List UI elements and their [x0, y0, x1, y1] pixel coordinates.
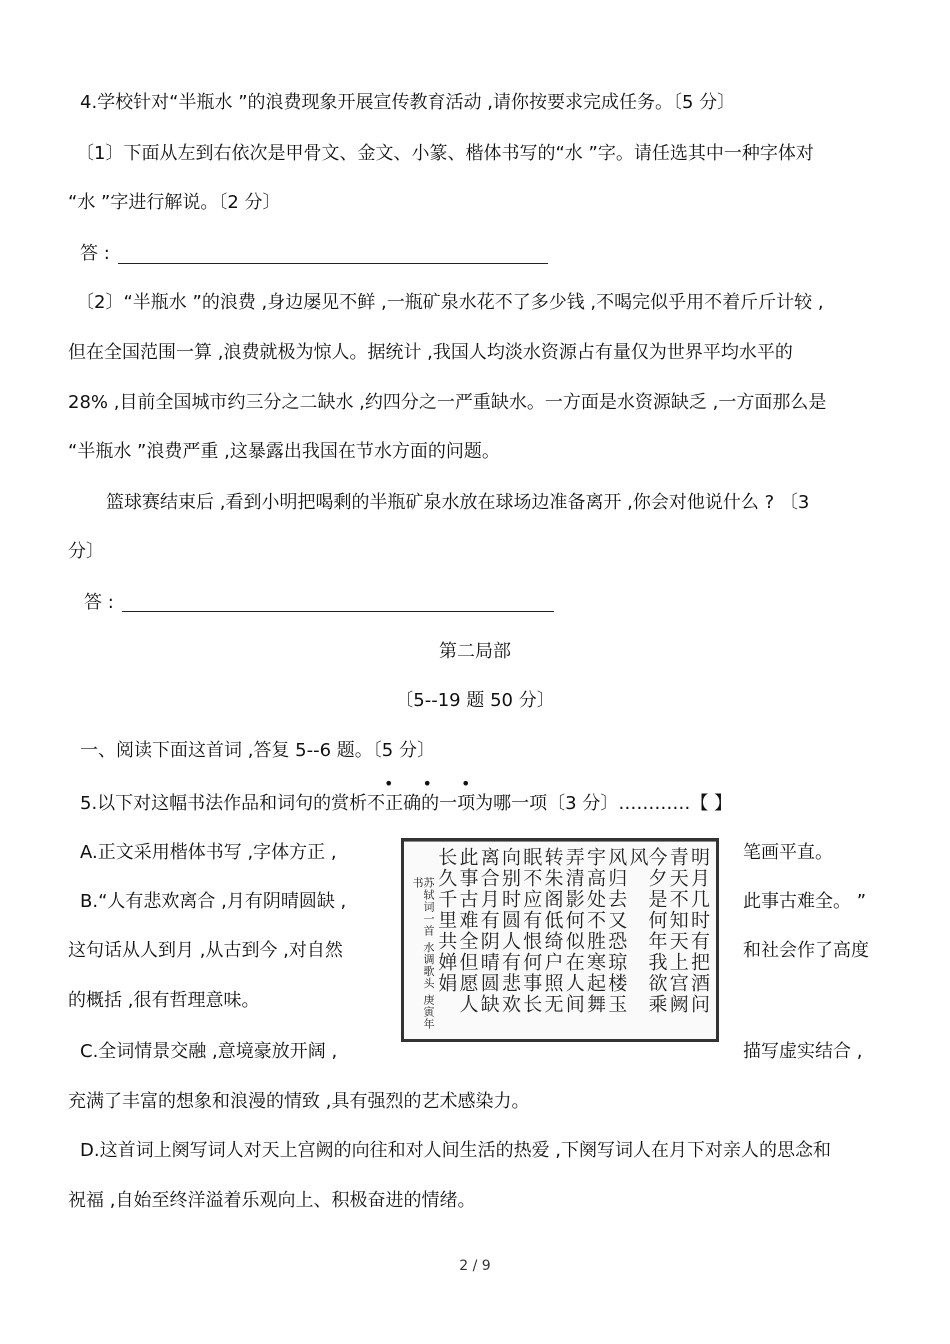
callig-col-2: 青天不知天上宫阙: [666, 847, 689, 1015]
q4-part2-line1: 〔2〕“半瓶水 ”的浪费 ,身边屡见不鲜 ,一瓶矿泉水花不了多少钱 ,不喝完似乎用不着斤斤计较 ,: [76, 292, 824, 313]
callig-col-3: 今夕是何年我欲乘风: [626, 847, 668, 1015]
callig-col-4: 风归去又恐琼楼玉: [605, 847, 628, 1015]
q5-option-a-right: 笔画平直。: [743, 842, 833, 863]
callig-col-1: 明月几时有把酒问: [688, 847, 710, 1015]
q5-option-b-right: 此事古难全。 ”: [743, 891, 867, 912]
answer1-blank[interactable]: [118, 263, 548, 264]
q4-part2-line2: 但在全国范围一算 ,浪费就极为惊人。据统计 ,我国人均淡水资源占有量仅为世界平均水平的: [68, 342, 793, 363]
answer2-label: 答 :: [84, 592, 114, 613]
callig-col-7: 转朱阁低绮户照无: [541, 847, 564, 1015]
callig-col-5: 宇高处不胜寒起舞: [584, 847, 606, 1015]
part2-subtitle: 〔5--19 题 50 分〕: [395, 690, 555, 711]
callig-col-10: 离合月有阴晴圆缺: [477, 847, 500, 1015]
calligraphy-artwork: [401, 838, 719, 1042]
answer2-blank[interactable]: [122, 611, 554, 612]
q5-option-b2-right: 和社会作了高度: [743, 940, 869, 961]
calligraphy-columns: [412, 847, 708, 1031]
q5-option-b2-left: 这句话从人到月 ,从古到今 ,对自然: [68, 940, 343, 961]
q5-option-c2: 充满了丰富的想象和浪漫的情致 ,具有强烈的艺术感染力。: [68, 1091, 530, 1112]
q4-part2-line3: 28% ,目前全国城市约三分之二缺水 ,约四分之一严重缺水。一方面是水资源缺乏 ,一方面那么是: [68, 392, 827, 413]
q5-option-b-left: B.“人有悲欢离合 ,月有阴晴圆缺 ,: [80, 891, 347, 912]
callig-col-9: 向别时圆人有悲欢: [499, 847, 521, 1015]
answer1-label: 答 :: [80, 243, 110, 264]
part2-title: 第二局部: [439, 641, 511, 662]
q5-option-b3: 的概括 ,很有哲理意味。: [68, 990, 260, 1011]
callig-col-8: 眠不应有恨何事长: [520, 847, 543, 1015]
section1-instruction: 一、阅读下面这首词 ,答复 5--6 题。〔5 分〕: [80, 740, 435, 761]
q4-part1-line1: 〔1〕下面从左到右依次是甲骨文、金文、小篆、楷体书写的“水 ”字。请任选其中一种字体对: [76, 143, 814, 164]
q5-option-d2: 祝福 ,自始至终洋溢着乐观向上、积极奋进的情绪。: [68, 1190, 476, 1211]
q5-stem: 5.以下对这幅书法作品和词句的赏析不正确的一项为哪一项〔3 分〕…………【 】: [80, 793, 733, 814]
callig-col-6: 弄清影何似在人间: [562, 847, 585, 1015]
q4-part1-line2: “水 ”字进行解说。〔2 分〕: [68, 192, 281, 213]
emphasis-dots: • • •: [384, 774, 483, 793]
q4-part3-line2: 分〕: [68, 541, 104, 562]
q5-option-c-left: C.全词情景交融 ,意境豪放开阔 ,: [80, 1041, 338, 1062]
page-number: 2 / 9: [459, 1258, 491, 1274]
q4-title: 4.学校针对“半瓶水 ”的浪费现象开展宣传教育活动 ,请你按要求完成任务。〔5 分〕: [80, 92, 736, 113]
q4-part3-line1: 篮球赛结束后 ,看到小明把喝剩的半瓶矿泉水放在球场边准备离开 ,你会对他说什么 ? 〔3: [106, 492, 810, 513]
callig-col-12: 长久千里共婵娟: [435, 847, 458, 994]
callig-inscription: 苏轼词一首 水调歌头 庚寅年 书: [411, 877, 435, 1030]
q4-part2-line4: “半瓶水 ”浪费严重 ,这暴露出我国在节水方面的问题。: [68, 441, 500, 462]
q5-option-d1: D.这首词上阕写词人对天上宫阙的向往和对人间生活的热爱 ,下阕写词人在月下对亲人的思念和: [80, 1140, 832, 1161]
callig-col-11: 此事古难全但愿人: [456, 847, 479, 1015]
q5-option-a-left: A.正文采用楷体书写 ,字体方正 ,: [80, 842, 337, 863]
q5-option-c-right: 描写虚实结合 ,: [743, 1041, 863, 1062]
